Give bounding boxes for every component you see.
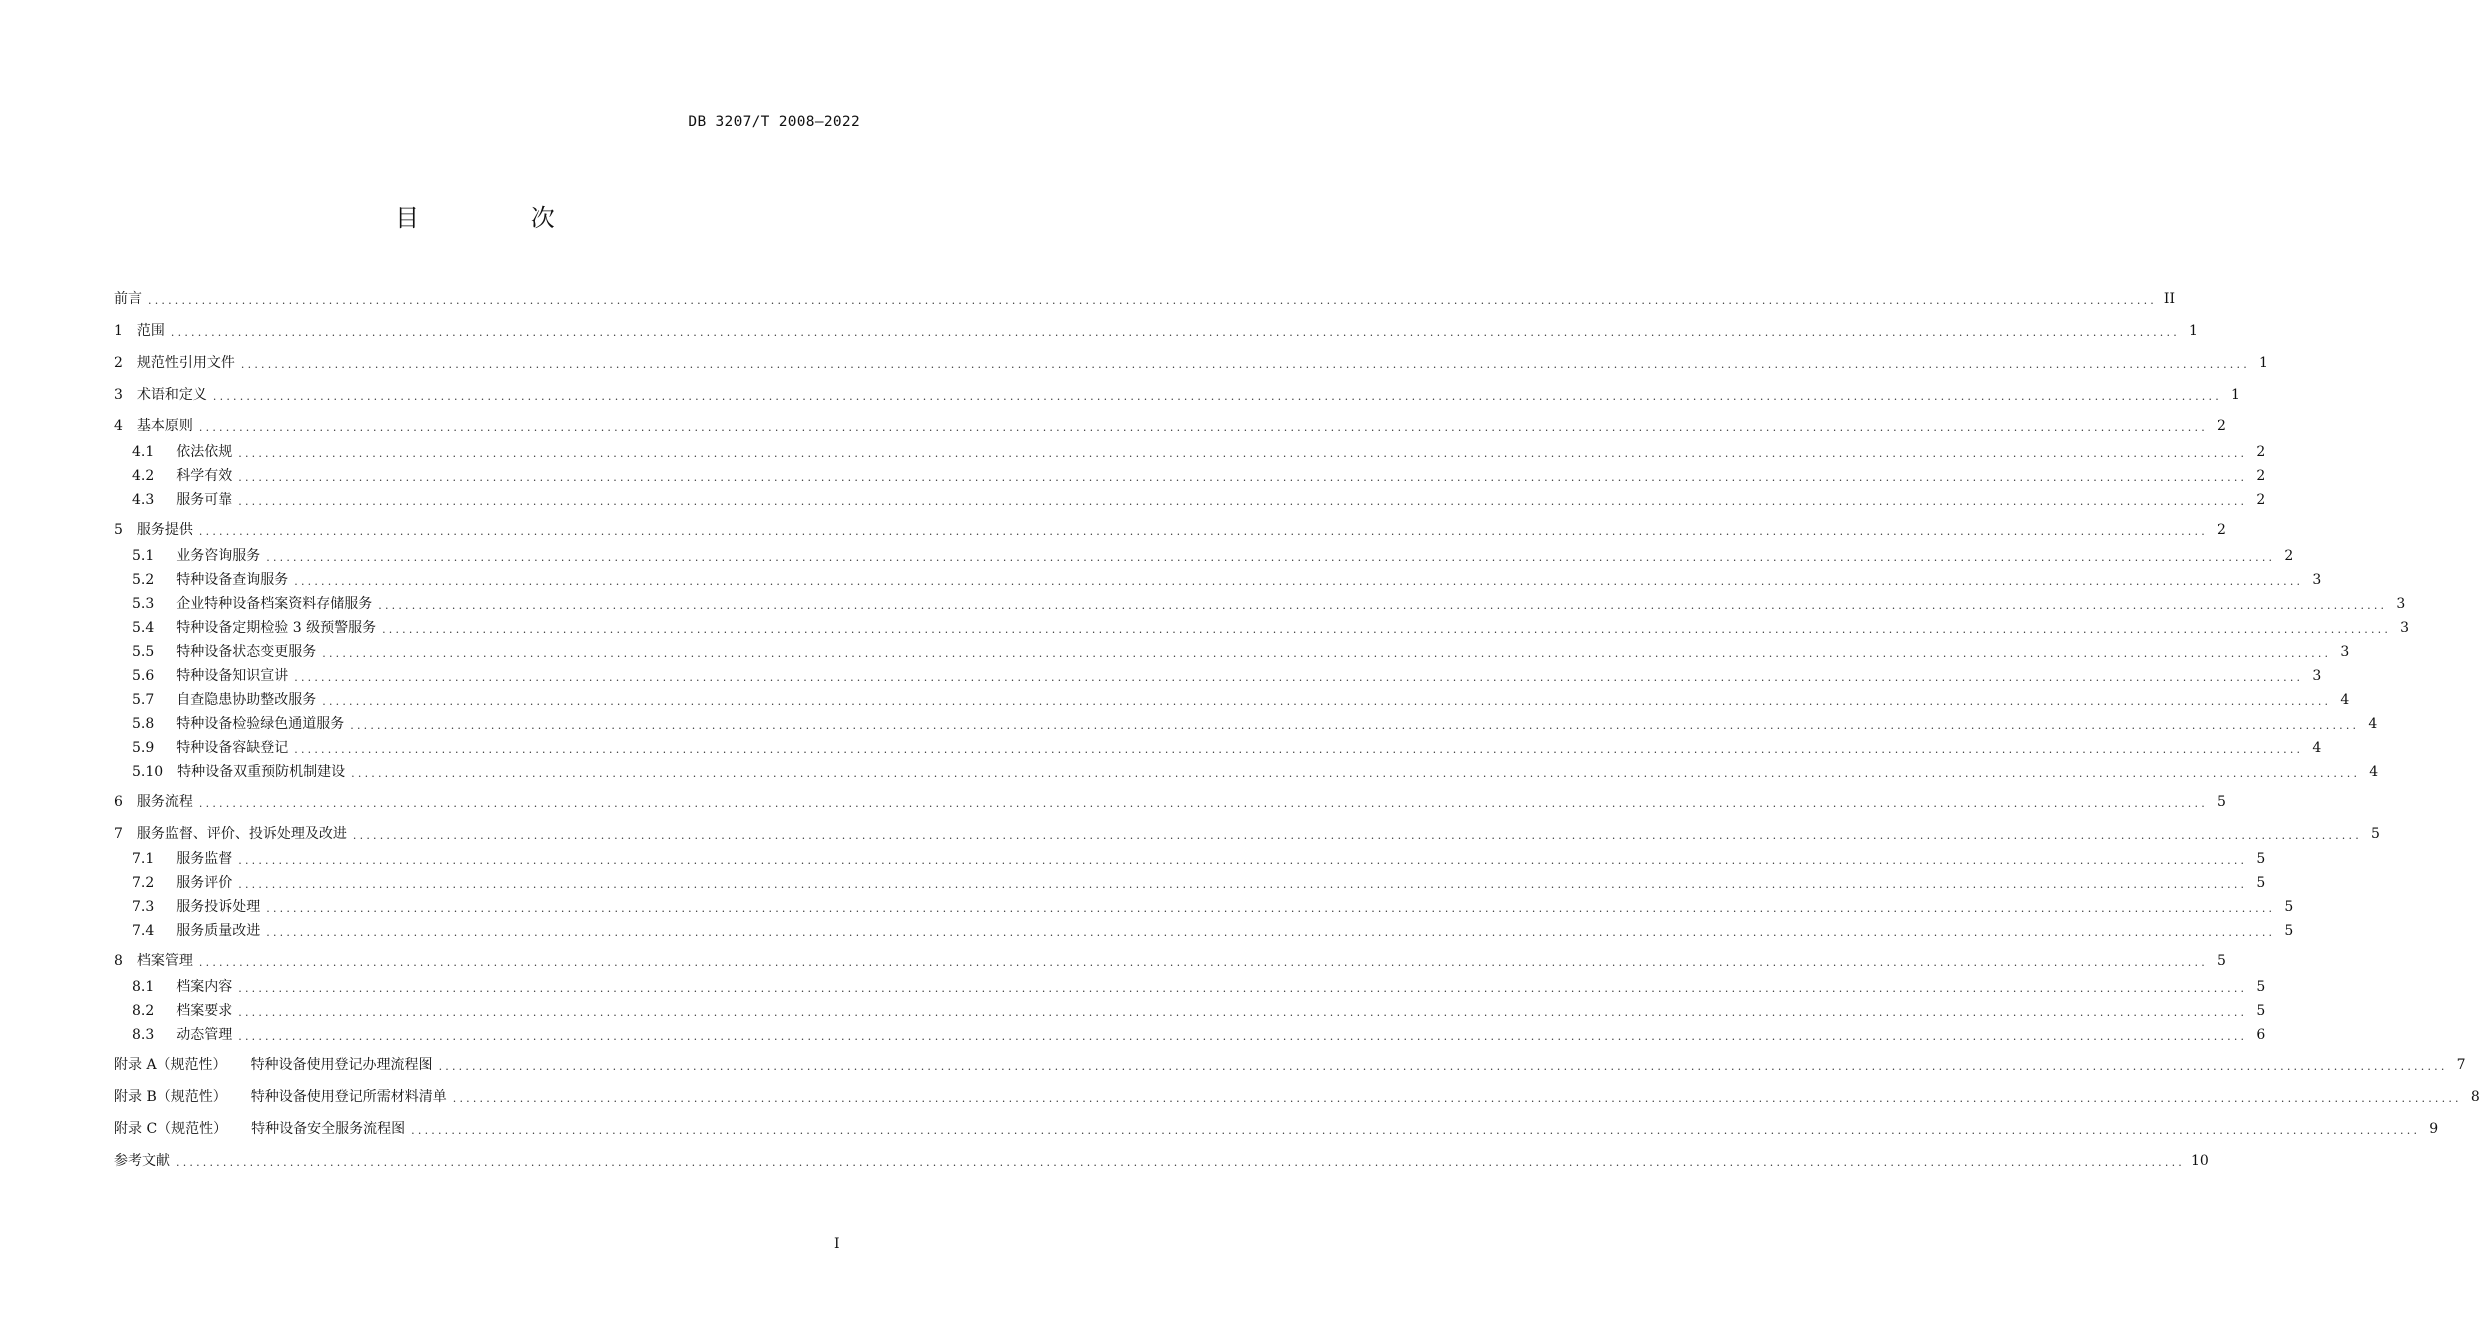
toc-leader-dots: ............................................................................................................................................................................................................................................................................................................ <box>350 719 2360 732</box>
toc-leader-dots: ............................................................................................................................................................................................................................................................................................................ <box>438 1060 2448 1073</box>
toc-entry[interactable] <box>132 896 2294 918</box>
toc-entry[interactable] <box>132 689 2350 711</box>
toc-entry[interactable] <box>132 569 2322 591</box>
toc-entry-title: 服务监督 <box>176 851 233 867</box>
toc-entry-title: 特种设备容缺登记 <box>176 740 289 756</box>
toc-entry-page: 2 <box>2284 548 2294 564</box>
toc-entry-page: 5 <box>2256 1003 2266 1019</box>
toc-entry[interactable] <box>132 617 2410 639</box>
toc-leader-dots: ............................................................................................................................................................................................................................................................................................................ <box>212 390 2222 403</box>
toc-entry-number: 3 <box>114 387 123 403</box>
toc-entry[interactable] <box>132 593 2406 615</box>
toc-leader-dots: ............................................................................................................................................................................................................................................................................................................ <box>322 647 2332 660</box>
standard-code: DB 3207/T 2008—2022 <box>688 114 860 130</box>
toc-entry-number: 5.4 <box>132 620 155 636</box>
toc-entry-number: 8.2 <box>132 1003 155 1019</box>
toc-entry-title: 特种设备知识宣讲 <box>176 668 289 684</box>
toc-entry-number: 7 <box>114 826 123 842</box>
toc-entry-title: 档案要求 <box>176 1003 233 1019</box>
toc-entry-number: 8.3 <box>132 1027 155 1043</box>
toc-entry[interactable] <box>132 872 2266 894</box>
toc-entry-page: 2 <box>2256 468 2266 484</box>
toc-leader-dots: ............................................................................................................................................................................................................................................................................................................ <box>240 358 2250 371</box>
toc-entry[interactable] <box>132 737 2322 759</box>
toc-entry-page: 3 <box>2396 596 2406 612</box>
toc-entry-title: 特种设备双重预防机制建设 <box>177 764 346 780</box>
toc-entry-title: 科学有效 <box>176 468 233 484</box>
toc-entry-number: 4.1 <box>132 444 155 460</box>
toc-leader-dots: ............................................................................................................................................................................................................................................................................................................ <box>238 447 2248 460</box>
toc-entry-title: 服务投诉处理 <box>176 899 261 915</box>
toc-entry-page: 2 <box>2216 522 2226 538</box>
toc-entry-title: 特种设备检验绿色通道服务 <box>176 716 345 732</box>
toc-entry-title: 术语和定义 <box>136 387 207 403</box>
toc-entry[interactable] <box>114 823 2380 845</box>
toc-entry-title: 动态管理 <box>176 1027 233 1043</box>
toc-leader-dots: ............................................................................................................................................................................................................................................................................................................ <box>452 1092 2462 1105</box>
toc-entry-page: 4 <box>2368 716 2378 732</box>
toc-entry-page: 8 <box>2470 1089 2480 1105</box>
toc-entry-page: 5 <box>2216 953 2226 969</box>
toc-entry-title: 自查隐患协助整改服务 <box>176 692 317 708</box>
toc-entry-page: 3 <box>2340 644 2350 660</box>
toc-entry-number: 5.1 <box>132 548 155 564</box>
toc-entry[interactable] <box>132 489 2266 511</box>
toc-entry-title: 服务可靠 <box>176 492 233 508</box>
toc-entry-title: 特种设备使用登记所需材料清单 <box>250 1089 447 1105</box>
toc-entry-page: 5 <box>2256 979 2266 995</box>
toc-entry-title: 前言 <box>114 291 142 307</box>
toc-entry-number: 5 <box>114 522 123 538</box>
toc-entry-title: 规范性引用文件 <box>136 355 235 371</box>
toc-entry-number: 6 <box>114 794 123 810</box>
toc-entry-number: 附录 C（规范性） <box>114 1121 228 1137</box>
toc-entry[interactable] <box>114 791 2226 813</box>
toc-entry[interactable] <box>132 976 2266 998</box>
toc-entry-number: 4 <box>114 418 123 434</box>
toc-leader-dots: ............................................................................................................................................................................................................................................................................................................ <box>238 878 2248 891</box>
toc-entry-page: 1 <box>2230 387 2240 403</box>
toc-entry-page: 4 <box>2340 692 2350 708</box>
toc-entry[interactable] <box>132 465 2266 487</box>
toc-leader-dots: ............................................................................................................................................................................................................................................................................................................ <box>266 926 2276 939</box>
toc-entry-title: 服务流程 <box>136 794 193 810</box>
toc-leader-dots: ............................................................................................................................................................................................................................................................................................................ <box>382 623 2392 636</box>
toc-entry-title: 企业特种设备档案资料存储服务 <box>176 596 373 612</box>
toc-leader-dots: ............................................................................................................................................................................................................................................................................................................ <box>238 854 2248 867</box>
toc-leader-dots: ............................................................................................................................................................................................................................................................................................................ <box>198 797 2208 810</box>
toc-entry[interactable] <box>132 713 2378 735</box>
toc-entry-title: 特种设备使用登记办理流程图 <box>250 1057 433 1073</box>
toc-entry-title: 服务质量改进 <box>176 923 261 939</box>
toc-entry-title: 业务咨询服务 <box>176 548 261 564</box>
toc-entry-number: 5.7 <box>132 692 155 708</box>
toc-leader-dots: ............................................................................................................................................................................................................................................................................................................ <box>238 1006 2248 1019</box>
toc-entry-page: 5 <box>2284 899 2294 915</box>
toc-entry-number: 4.2 <box>132 468 155 484</box>
toc-leader-dots: ............................................................................................................................................................................................................................................................................................................ <box>198 956 2208 969</box>
toc-entry-number: 5.6 <box>132 668 155 684</box>
toc-leader-dots: ............................................................................................................................................................................................................................................................................................................ <box>294 743 2304 756</box>
toc-entry-title: 基本原则 <box>136 418 193 434</box>
toc-leader-dots: ............................................................................................................................................................................................................................................................................................................ <box>411 1124 2421 1137</box>
toc-entry[interactable] <box>114 288 2175 310</box>
toc-leader-dots: ............................................................................................................................................................................................................................................................................................................ <box>352 829 2362 842</box>
toc-entry-page: 4 <box>2369 764 2379 780</box>
toc-leader-dots: ............................................................................................................................................................................................................................................................................................................ <box>238 1030 2248 1043</box>
toc-entry[interactable] <box>114 352 2268 374</box>
toc-leader-dots: ............................................................................................................................................................................................................................................................................................................ <box>351 767 2361 780</box>
toc-entry-number: 5.2 <box>132 572 155 588</box>
toc-entry[interactable] <box>114 950 2226 972</box>
toc-entry-page: 5 <box>2216 794 2226 810</box>
toc-entry-title: 特种设备定期检验 3 级预警服务 <box>176 620 377 636</box>
toc-entry[interactable] <box>114 1086 2480 1108</box>
toc-entry-page: 3 <box>2312 572 2322 588</box>
toc-entry[interactable] <box>132 1024 2266 1046</box>
toc-leader-dots: ............................................................................................................................................................................................................................................................................................................ <box>266 551 2276 564</box>
toc-entry-number: 8.1 <box>132 979 155 995</box>
toc-entry-title: 服务提供 <box>136 522 193 538</box>
toc-entry-title: 特种设备状态变更服务 <box>176 644 317 660</box>
toc-leader-dots: ............................................................................................................................................................................................................................................................................................................ <box>198 525 2208 538</box>
toc-entry-page: 10 <box>2190 1153 2209 1169</box>
toc-leader-dots: ............................................................................................................................................................................................................................................................................................................ <box>378 599 2388 612</box>
toc-entry[interactable] <box>132 1000 2266 1022</box>
toc-entry-number: 7.1 <box>132 851 155 867</box>
toc-entry-page: II <box>2163 291 2175 307</box>
toc-entry[interactable] <box>114 1054 2466 1076</box>
toc-entry[interactable] <box>132 665 2322 687</box>
toc-entry-number: 2 <box>114 355 123 371</box>
toc-entry-number: 附录 A（规范性） <box>114 1057 227 1073</box>
toc-entry[interactable] <box>132 641 2350 663</box>
toc-entry-page: 4 <box>2312 740 2322 756</box>
toc-leader-dots: ............................................................................................................................................................................................................................................................................................................ <box>238 982 2248 995</box>
toc-entry-page: 2 <box>2216 418 2226 434</box>
toc-leader-dots: ............................................................................................................................................................................................................................................................................................................ <box>198 421 2208 434</box>
toc-entry-title: 服务评价 <box>176 875 233 891</box>
toc-entry-number: 5.10 <box>132 764 164 780</box>
toc-entry-title: 服务监督、评价、投诉处理及改进 <box>136 826 347 842</box>
toc-entry-number: 5.3 <box>132 596 155 612</box>
toc-entry-page: 2 <box>2256 444 2266 460</box>
page-title: 目 次 <box>395 204 607 232</box>
toc-entry-number: 1 <box>114 323 123 339</box>
toc-entry[interactable] <box>114 384 2240 406</box>
toc-entry-page: 6 <box>2256 1027 2266 1043</box>
toc-entry-number: 7.3 <box>132 899 155 915</box>
toc-entry[interactable] <box>114 415 2226 437</box>
toc-leader-dots: ............................................................................................................................................................................................................................................................................................................ <box>294 575 2304 588</box>
toc-entry-page: 7 <box>2456 1057 2466 1073</box>
toc-entry[interactable] <box>132 848 2266 870</box>
toc-entry[interactable] <box>114 1150 2209 1172</box>
toc-entry[interactable] <box>132 441 2266 463</box>
toc-leader-dots: ............................................................................................................................................................................................................................................................................................................ <box>170 326 2180 339</box>
toc-entry-page: 5 <box>2256 875 2266 891</box>
toc-entry-title: 档案管理 <box>136 953 193 969</box>
toc-entry[interactable] <box>132 920 2294 942</box>
toc-entry-number: 4.3 <box>132 492 155 508</box>
toc-leader-dots: ............................................................................................................................................................................................................................................................................................................ <box>148 294 2157 307</box>
toc-entry-page: 5 <box>2256 851 2266 867</box>
toc-entry-number: 5.8 <box>132 716 155 732</box>
toc-entry-page: 5 <box>2284 923 2294 939</box>
toc-entry-page: 1 <box>2188 323 2198 339</box>
toc-entry-number: 5.9 <box>132 740 155 756</box>
toc-entry-page: 5 <box>2370 826 2380 842</box>
toc-entry-page: 9 <box>2429 1121 2439 1137</box>
toc-entry[interactable] <box>132 545 2294 567</box>
toc-entry-number: 7.4 <box>132 923 155 939</box>
toc-entry-title: 范围 <box>136 323 165 339</box>
toc-entry-page: 3 <box>2312 668 2322 684</box>
footer-page-number: I <box>834 1236 840 1252</box>
toc-entry-title: 依法依规 <box>176 444 233 460</box>
toc-entry-number: 8 <box>114 953 123 969</box>
toc-entry-title: 特种设备安全服务流程图 <box>251 1121 406 1137</box>
toc-entry-title: 参考文献 <box>114 1153 170 1169</box>
toc-leader-dots: ............................................................................................................................................................................................................................................................................................................ <box>238 471 2248 484</box>
toc-leader-dots: ............................................................................................................................................................................................................................................................................................................ <box>238 495 2248 508</box>
toc-entry[interactable] <box>114 1118 2439 1140</box>
toc-leader-dots: ............................................................................................................................................................................................................................................................................................................ <box>322 695 2332 708</box>
toc-entry-number: 附录 B（规范性） <box>114 1089 227 1105</box>
toc-entry[interactable] <box>132 761 2379 783</box>
toc-entry[interactable] <box>114 519 2226 541</box>
toc-entry-page: 1 <box>2258 355 2268 371</box>
toc-entry-title: 档案内容 <box>176 979 233 995</box>
toc-entry-title: 特种设备查询服务 <box>176 572 289 588</box>
toc-leader-dots: ............................................................................................................................................................................................................................................................................................................ <box>266 902 2276 915</box>
toc-leader-dots: ............................................................................................................................................................................................................................................................................................................ <box>176 1156 2185 1169</box>
toc-entry-number: 5.5 <box>132 644 155 660</box>
toc-entry[interactable] <box>114 320 2198 342</box>
toc-leader-dots: ............................................................................................................................................................................................................................................................................................................ <box>294 671 2304 684</box>
toc-entry-number: 7.2 <box>132 875 155 891</box>
toc-entry-page: 3 <box>2400 620 2410 636</box>
toc-entry-page: 2 <box>2256 492 2266 508</box>
